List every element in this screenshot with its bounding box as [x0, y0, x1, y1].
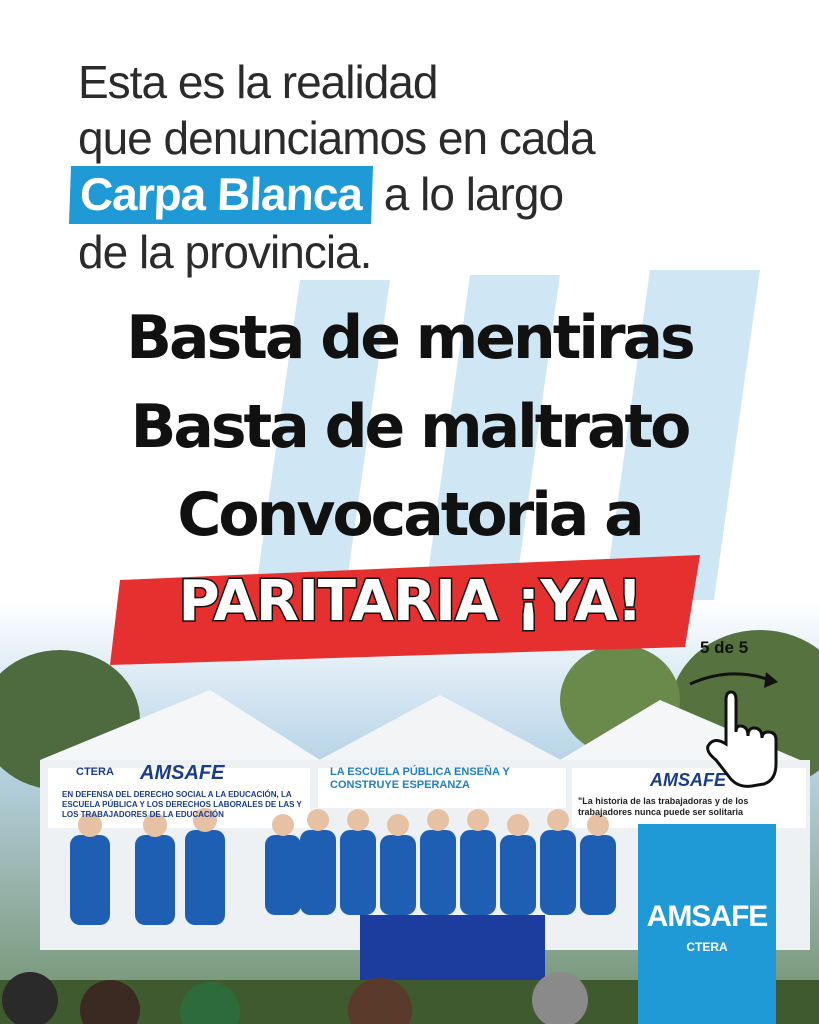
paritaria-banner-text: PARITARIA ¡YA! — [178, 569, 642, 634]
pager-label: 5 de 5 — [700, 638, 749, 657]
left-tent-brand: AMSAFE — [140, 762, 225, 784]
swipe-hand-icon — [686, 660, 786, 800]
headline-line-1: Basta de mentiras — [126, 303, 693, 373]
intro-line-3 — [78, 166, 698, 224]
right-tent-brand: AMSAFE — [650, 770, 726, 790]
amsafe-logo-card — [638, 824, 776, 1024]
right-tent-text: "La historia de las trabajadoras y de los trabajadores nunca puede ser solitaria — [578, 796, 749, 817]
ctera-logo-text: CTERA — [686, 940, 728, 954]
left-tent-org: CTERA — [76, 766, 114, 778]
left-tent-text: EN DEFENSA DEL DERECHO SOCIAL A LA EDUCACIÓN, LA ESCUELA PÚBLICA Y LOS DERECHOS LABORALES DE LAS Y LOS TRABAJADORES DE LA EDUCACIÓN — [62, 790, 302, 819]
amsafe-logo-text: AMSAFE — [646, 900, 768, 933]
intro-line-2: que denunciamos en cada — [78, 112, 595, 164]
intro-text — [78, 54, 698, 280]
intro-line-4: de la provincia. — [78, 226, 372, 278]
center-tent-text: LA ESCUELA PÚBLICA ENSEÑA Y CONSTRUYE ESPERANZA — [330, 766, 510, 791]
intro-line-1: Esta es la realidad — [78, 56, 438, 108]
headline-line-3: Convocatoria a — [177, 480, 642, 550]
headline-line-2: Basta de maltrato — [130, 392, 689, 462]
intro-line-3-rest: a lo largo — [372, 168, 564, 220]
highlight-carpa-blanca: Carpa Blanca — [69, 166, 373, 224]
